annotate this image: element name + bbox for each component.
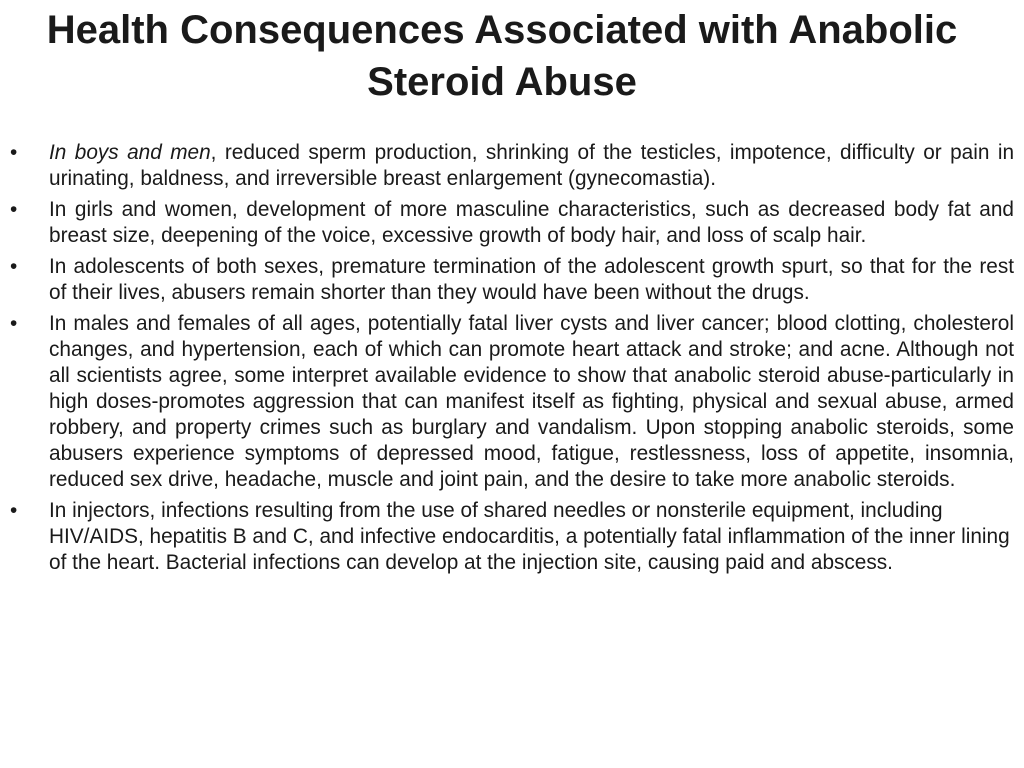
bullet-text: In males and females of all ages, potentially fatal liver cysts and liver cancer; blood clotting, cholesterol changes, and hypertension, each of which can promote heart attack and stroke; and acne. Although not all scientists agree, some interpret available evidence to show that anabolic steroid abuse-particularly in high doses-promotes aggression that can manifest itself as fighting, physical and sexual abuse, armed robbery, and property crimes such as burglary and vandalism. Upon stopping anabolic steroids, some abusers experience symptoms of depressed mood, fatigue, restlessness, loss of appetite, insomnia, reduced sex drive, headache, muscle and joint pain, and the desire to take more anabolic steroids. [49, 312, 1014, 491]
bullet-marker: • [10, 499, 18, 522]
bullet-item-girls-and-women [10, 197, 1014, 249]
bullet-marker: • [10, 255, 18, 278]
bullet-list [10, 140, 1014, 581]
bullet-item-injectors [10, 498, 1014, 576]
bullet-marker: • [10, 312, 18, 335]
bullet-item-boys-and-men [10, 140, 1014, 192]
bullet-item-adolescents [10, 254, 1014, 306]
bullet-text: In adolescents of both sexes, premature termination of the adolescent growth spurt, so that for the rest of their lives, abusers remain shorter than they would have been without the drugs. [49, 255, 1014, 304]
slide-title: Health Consequences Associated with Anabolic Steroid Abuse [46, 8, 958, 104]
bullet-lead-italic: In boys and men [49, 141, 211, 164]
bullet-text: In injectors, infections resulting from the use of shared needles or nonsterile equipment, including HIV/AIDS, hepatitis B and C, and infective endocarditis, a potentially fatal inflammation of the inner lining of the heart. Bacterial infections can develop at the injection site, causing paid and abscess. [49, 499, 1010, 574]
bullet-text: , reduced sperm production, shrinking of the testicles, impotence, difficulty or pain in urinating, baldness, and irreversible breast enlargement (gynecomastia). [49, 141, 1015, 190]
bullet-marker: • [10, 141, 18, 164]
bullet-marker: • [10, 198, 18, 221]
bullet-item-all-ages [10, 311, 1014, 493]
bullet-text: In girls and women, development of more masculine characteristics, such as decreased body fat and breast size, deepening of the voice, excessive growth of body hair, and loss of scalp hair. [49, 198, 1014, 247]
